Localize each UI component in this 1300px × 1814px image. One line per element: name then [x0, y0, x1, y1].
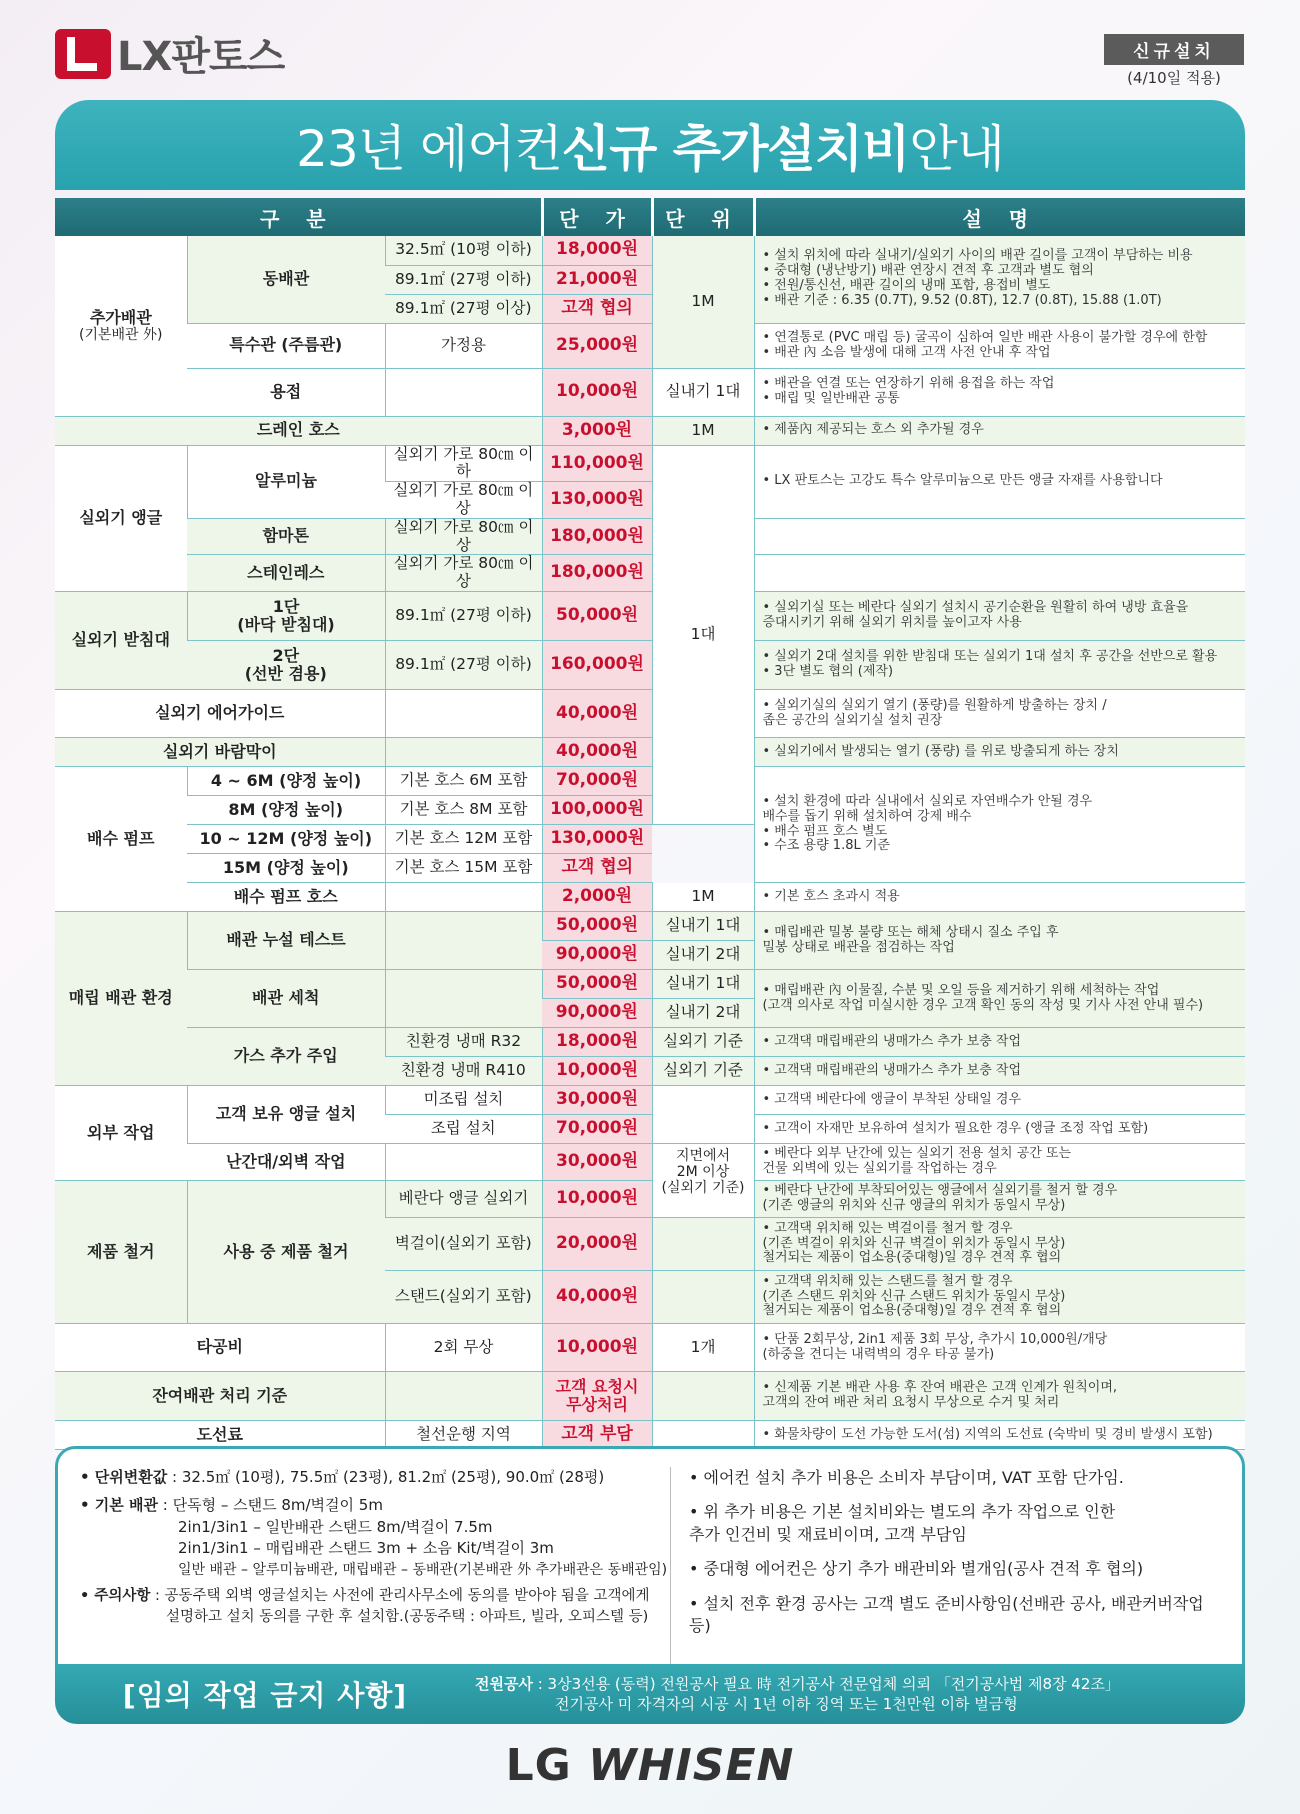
row-spec: 친환경 냉매 R32 [385, 1028, 542, 1057]
row-price: 10,000원 [542, 368, 652, 416]
row-price: 70,000원 [542, 1115, 652, 1144]
row-desc: • 고객댁 매립배관의 냉매가스 추가 보충 작업 [754, 1057, 1245, 1086]
row-desc: • 고객댁 베란다에 앵글이 부착된 상태일 경우 [754, 1086, 1245, 1115]
row-spec: 89.1㎡ (27평 이하) [385, 592, 542, 641]
row-spec: 기본 호스 15M 포함 [385, 854, 542, 883]
col-price: 단 가 [542, 198, 652, 236]
row-desc: • 배관을 연결 또는 연장하기 위해 용접을 하는 작업 • 매립 및 일반배관 공통 [754, 368, 1245, 416]
row-sub: 15M (양정 높이) [187, 854, 385, 883]
row-spec [385, 1372, 542, 1421]
note-basic-pipe-line3: 2in1/3in1 – 매립배관 스탠드 3m + 소음 Kit/벽걸이 3m [178, 1539, 554, 1558]
row-sub: 스테인레스 [187, 555, 385, 592]
title-part-2: 신규 추가설치비 [561, 120, 910, 178]
table-row [55, 1324, 1245, 1372]
install-badge [1104, 34, 1244, 88]
row-unit: 1M [652, 416, 754, 445]
table-row [55, 690, 1245, 738]
badge-label: 신규설치 [1104, 34, 1244, 65]
table-row [55, 416, 1245, 445]
row-desc: • 매립배관 밀봉 불량 또는 해체 상태시 질소 주입 후 밀봉 상태로 배관을 점검하는 작업 [754, 912, 1245, 970]
row-spec: 스탠드(실외기 포함) [385, 1271, 542, 1324]
row-spec [385, 368, 542, 416]
row-desc: • 매립배관 內 이물질, 수분 및 오일 등을 제거하기 위해 세척하는 작업 (고객 의사로 작업 미실시한 경우 고객 확인 동의 작성 및 기사 사전 안내 필수) [754, 970, 1245, 1028]
row-category: 잔여배관 처리 기준 [55, 1372, 385, 1421]
row-price: 50,000원 [542, 970, 652, 999]
row-spec [385, 738, 542, 767]
row-category: 실외기 앵글 [55, 445, 187, 592]
row-price: 25,000원 [542, 323, 652, 368]
row-price: 고객 협의 [542, 294, 652, 323]
row-price: 110,000원 [542, 445, 652, 482]
row-price: 30,000원 [542, 1086, 652, 1115]
row-spec: 철선운행 지역 [385, 1421, 542, 1450]
row-spec [385, 912, 542, 970]
row-unit: 1M [652, 883, 754, 912]
notes-right [670, 1467, 1222, 1670]
row-unit [652, 1372, 754, 1421]
row-desc: • 기본 호스 초과시 적용 [754, 883, 1245, 912]
row-spec: 기본 호스 6M 포함 [385, 767, 542, 796]
note-caution-line2: 설명하고 설치 동의를 구한 후 설치함.(공동주택 : 아파트, 빌라, 오피스텔 등) [166, 1609, 649, 1626]
fee-table [55, 198, 1245, 1450]
table-row [55, 641, 1245, 690]
row-sub: 용접 [187, 368, 385, 416]
row-unit: 실외기 기준 [652, 1057, 754, 1086]
prohibited-work-bar [55, 1664, 1245, 1724]
table-row [55, 445, 1245, 482]
note-unit-conversion: • 단위변환값 : 32.5㎡ (10평), 75.5㎡ (23평), 81.2㎡ (25평), 90.0㎡ (28평) [80, 1468, 605, 1486]
row-desc: • 베란다 외부 난간에 있는 실외기 전용 설치 공간 또는 건물 외벽에 있는 실외기를 작업하는 경우 [754, 1144, 1245, 1181]
row-unit: 실외기 기준 [652, 1028, 754, 1057]
lx-pantos-logo [55, 25, 284, 82]
row-category: 도선료 [55, 1421, 385, 1450]
row-spec: 실외기 가로 80㎝ 이하 [385, 445, 542, 482]
row-price: 130,000원 [542, 825, 652, 854]
table-row [55, 1028, 1245, 1057]
row-unit: 실내기 1대 [652, 970, 754, 999]
row-unit: 1개 [652, 1324, 754, 1372]
row-spec: 조립 설치 [385, 1115, 542, 1144]
table-row [55, 518, 1245, 555]
row-price: 30,000원 [542, 1144, 652, 1181]
row-price: 18,000원 [542, 236, 652, 265]
row-desc: • 고객댁 매립배관의 냉매가스 추가 보충 작업 [754, 1028, 1245, 1057]
row-price: 90,000원 [542, 941, 652, 970]
table-row [55, 970, 1245, 999]
table-row [55, 1181, 1245, 1218]
page-title [55, 100, 1245, 190]
row-sub: 배수 펌프 호스 [187, 883, 385, 912]
table-row [55, 912, 1245, 941]
row-unit: 실내기 2대 [652, 999, 754, 1028]
row-desc: • 실외기실의 실외기 열기 (풍량)를 원활하게 방출하는 장치 / 좁은 공간의 실외기실 설치 권장 [754, 690, 1245, 738]
row-sub: 1단 (바닥 받침대) [187, 592, 385, 641]
row-unit: 실내기 1대 [652, 912, 754, 941]
row-sub: 사용 중 제품 철거 [187, 1181, 385, 1324]
row-category: 배수 펌프 [55, 767, 187, 912]
row-price: 18,000원 [542, 1028, 652, 1057]
row-sub: 동배관 [187, 236, 385, 323]
row-desc: • 고객댁 위치해 있는 벽걸이를 철거 할 경우 (기존 벽걸이 위치와 신규 벽걸이 위치가 동일시 무상) 철거되는 제품이 업소용(중대형)일 경우 견적 후 협의 [754, 1218, 1245, 1271]
row-sub: 난간대/외벽 작업 [187, 1144, 385, 1181]
table-row [55, 738, 1245, 767]
row-price: 40,000원 [542, 738, 652, 767]
row-unit: 1M [652, 236, 754, 368]
row-sub: 4 ~ 6M (양정 높이) [187, 767, 385, 796]
row-category: 제품 철거 [55, 1181, 187, 1324]
row-category: 추가배관 (기본배관 外) [55, 236, 187, 416]
row-price: 130,000원 [542, 482, 652, 519]
row-spec: 2회 무상 [385, 1324, 542, 1372]
row-category: 실외기 받침대 [55, 592, 187, 690]
row-desc: • 단품 2회무상, 2in1 제품 3회 무상, 추가시 10,000원/개당 (하중을 견디는 내력벽의 경우 타공 불가) [754, 1324, 1245, 1372]
row-price: 3,000원 [542, 416, 652, 445]
row-price: 40,000원 [542, 1271, 652, 1324]
row-spec: 기본 호스 12M 포함 [385, 825, 542, 854]
row-spec: 실외기 가로 80㎝ 이상 [385, 518, 542, 555]
row-spec: 32.5㎡ (10평 이하) [385, 236, 542, 265]
row-price: 고객 부담 [542, 1421, 652, 1450]
table-row [55, 1086, 1245, 1115]
row-desc: • 제품內 제공되는 호스 외 추가될 경우 [754, 416, 1245, 445]
row-category: 타공비 [55, 1324, 385, 1372]
col-category: 구 분 [55, 198, 542, 236]
prohibited-text: 전원공사 : 3상3선용 (동력) 전원공사 필요 時 전기공사 전문업체 의뢰 「전기공사법 제8장 42조」 전기공사 미 자격자의 시공 시 1년 이하 징역 또는 1천만원 이하 벌금형 [475, 1674, 1120, 1713]
row-spec [385, 1144, 542, 1181]
row-price: 40,000원 [542, 690, 652, 738]
row-price: 50,000원 [542, 592, 652, 641]
brand-name: LX판토스 [117, 34, 285, 80]
row-category: 드레인 호스 [55, 416, 542, 445]
row-price: 20,000원 [542, 1218, 652, 1271]
row-desc: • 고객댁 위치해 있는 스탠드를 철거 할 경우 (기존 스탠드 위치와 신규 스탠드 위치가 동일시 무상) 철거되는 제품이 업소용(중대형)일 경우 견적 후 협의 [754, 1271, 1245, 1324]
row-price: 고객 요청시 무상처리 [542, 1372, 652, 1421]
row-sub: 10 ~ 12M (양정 높이) [187, 825, 385, 854]
row-spec: 친환경 냉매 R410 [385, 1057, 542, 1086]
row-category: 매립 배관 환경 [55, 912, 187, 1086]
row-spec [385, 883, 542, 912]
row-sub: 2단 (선반 겸용) [187, 641, 385, 690]
row-unit: 실내기 1대 [652, 368, 754, 416]
row-price: 160,000원 [542, 641, 652, 690]
row-sub: 배관 세척 [187, 970, 385, 1028]
table-header [55, 198, 1245, 236]
title-part-1: 23년 에어컨 [296, 120, 562, 178]
note-vat: • 에어컨 설치 추가 비용은 소비자 부담이며, VAT 포함 단가임. [689, 1468, 1124, 1487]
badge-date: (4/10일 적용) [1127, 69, 1221, 87]
row-desc: • 연결통로 (PVC 매립 등) 굴곡이 심하여 일반 배관 사용이 불가할 경우에 한함 • 배관 內 소음 발생에 대해 고객 사전 안내 후 작업 [754, 323, 1245, 368]
note-large-aircon: • 중대형 에어컨은 상기 추가 배관비와 별개임(공사 견적 후 협의) [689, 1559, 1144, 1579]
col-desc: 설 명 [754, 198, 1245, 236]
row-spec: 실외기 가로 80㎝ 이상 [385, 555, 542, 592]
note-basic-pipe-line2: 2in1/3in1 – 일반배관 스탠드 8m/벽걸이 7.5m [178, 1517, 493, 1536]
row-sub: 8M (양정 높이) [187, 796, 385, 825]
row-spec: 베란다 앵글 실외기 [385, 1181, 542, 1218]
notes-left [80, 1467, 670, 1670]
row-price: 10,000원 [542, 1181, 652, 1218]
row-price: 고객 협의 [542, 854, 652, 883]
row-unit [652, 1218, 754, 1271]
note-extra-cost: • 위 추가 비용은 기본 설치비와는 별도의 추가 작업으로 인한 추가 인건비 및 재료비이며, 고객 부담임 [689, 1502, 1116, 1544]
note-caution: • 주의사항 : 공동주택 외벽 앵글설치는 사전에 관리사무소에 동의를 받아야 됨을 고객에게 [80, 1588, 650, 1605]
row-desc: • 베란다 난간에 부착되어있는 앵글에서 실외기를 철거 할 경우 (기존 앵글의 위치와 신규 앵글의 위치가 동일시 무상) [754, 1181, 1245, 1218]
row-category: 실외기 에어가이드 [55, 690, 385, 738]
table-row [55, 883, 1245, 912]
row-unit: 실내기 2대 [652, 941, 754, 970]
row-desc: • 설치 환경에 따라 실내에서 실외로 자연배수가 안될 경우 배수를 돕기 위해 설치하여 강제 배수 • 배수 펌프 호스 별도 • 수조 용량 1.8L 기준 [754, 767, 1245, 883]
row-desc: • LX 판토스는 고강도 특수 알루미늄으로 만든 앵글 자재를 사용합니다 [754, 445, 1245, 518]
row-sub: 배관 누설 테스트 [187, 912, 385, 970]
row-unit [652, 1271, 754, 1324]
row-price: 2,000원 [542, 883, 652, 912]
row-sub: 가스 추가 주입 [187, 1028, 385, 1086]
row-spec [385, 690, 542, 738]
row-sub: 함마톤 [187, 518, 385, 555]
row-desc [754, 555, 1245, 592]
lg-whisen-logo: LG WHISEN [505, 1740, 795, 1791]
note-environment: • 설치 전후 환경 공사는 고객 별도 준비사항임(선배관 공사, 배관커버작업 등) [689, 1593, 1204, 1635]
notes-box [55, 1446, 1245, 1670]
row-price: 70,000원 [542, 767, 652, 796]
row-price: 100,000원 [542, 796, 652, 825]
row-desc [754, 518, 1245, 555]
row-category: 외부 작업 [55, 1086, 187, 1181]
row-unit: 1대 [652, 445, 754, 825]
table-row [55, 555, 1245, 592]
table-row [55, 592, 1245, 641]
table-row [55, 323, 1245, 368]
row-unit [652, 1086, 754, 1144]
prohibited-title: [임의 작업 금지 사항] [122, 1679, 408, 1712]
row-spec: 기본 호스 8M 포함 [385, 796, 542, 825]
row-price: 180,000원 [542, 555, 652, 592]
row-sub: 고객 보유 앵글 설치 [187, 1086, 385, 1144]
row-unit: 지면에서 2M 이상 (실외기 기준) [652, 1144, 754, 1218]
row-desc: • 설치 위치에 따라 실내기/실외기 사이의 배관 길이를 고객이 부담하는 비용 • 중대형 (냉난방기) 배관 연장시 견적 후 고객과 별도 협의 • 전원/통신선, 배관 길이의 냉매 포함, 용접비 별도 • 배관 기준 : 6.35 (0.7T), 9.52 (0.8T), 12.7 (0.8T), 15.88 (1.0T) [754, 236, 1245, 323]
table-row [55, 1372, 1245, 1421]
row-desc: • 신제품 기본 배관 사용 후 잔여 배관은 고객 인계가 원칙이며, 고객의 잔여 배관 처리 요청시 무상으로 수거 및 처리 [754, 1372, 1245, 1421]
table-row [55, 236, 1245, 265]
row-price: 10,000원 [542, 1057, 652, 1086]
row-price: 21,000원 [542, 265, 652, 294]
note-basic-pipe-line4: 일반 배관 – 알루미늄배관, 매립배관 – 동배관(기본배관 外 추가배관은 동배관임) [178, 1562, 668, 1578]
row-spec: 미조립 설치 [385, 1086, 542, 1115]
row-spec: 벽걸이(실외기 포함) [385, 1218, 542, 1271]
row-spec: 가정용 [385, 323, 542, 368]
row-desc: • 화물차량이 도선 가능한 도서(섬) 지역의 도선료 (숙박비 및 경비 발생시 포함) [754, 1421, 1245, 1450]
row-price: 10,000원 [542, 1324, 652, 1372]
row-price: 90,000원 [542, 999, 652, 1028]
row-desc: • 고객이 자재만 보유하여 설치가 필요한 경우 (앵글 조정 작업 포함) [754, 1115, 1245, 1144]
title-part-3: 안내 [909, 120, 1004, 178]
col-unit: 단 위 [652, 198, 754, 236]
row-spec: 89.1㎡ (27평 이하) [385, 641, 542, 690]
row-sub: 알루미늄 [187, 445, 385, 518]
row-spec: 실외기 가로 80㎝ 이상 [385, 482, 542, 519]
row-category: 실외기 바람막이 [55, 738, 385, 767]
row-desc: • 실외기 2대 설치를 위한 받침대 또는 실외기 1대 설치 후 공간을 선반으로 활용 • 3단 별도 협의 (제작) [754, 641, 1245, 690]
table-row [55, 368, 1245, 416]
table-row [55, 767, 1245, 796]
note-basic-pipe: • 기본 배관 : 단독형 – 스탠드 8m/벽걸이 5m [80, 1495, 383, 1514]
row-spec: 89.1㎡ (27평 이하) [385, 265, 542, 294]
row-price: 180,000원 [542, 518, 652, 555]
row-desc: • 실외기실 또는 베란다 실외기 설치시 공기순환을 원활히 하여 냉방 효율을 증대시키기 위해 실외기 위치를 높이고자 사용 [754, 592, 1245, 641]
row-spec: 89.1㎡ (27평 이상) [385, 294, 542, 323]
row-desc: • 실외기에서 발생되는 열기 (풍량) 를 위로 방출되게 하는 장치 [754, 738, 1245, 767]
row-sub: 특수관 (주름관) [187, 323, 385, 368]
lx-logo-icon [55, 29, 111, 79]
row-price: 50,000원 [542, 912, 652, 941]
row-spec [385, 970, 542, 1028]
table-row [55, 1144, 1245, 1181]
